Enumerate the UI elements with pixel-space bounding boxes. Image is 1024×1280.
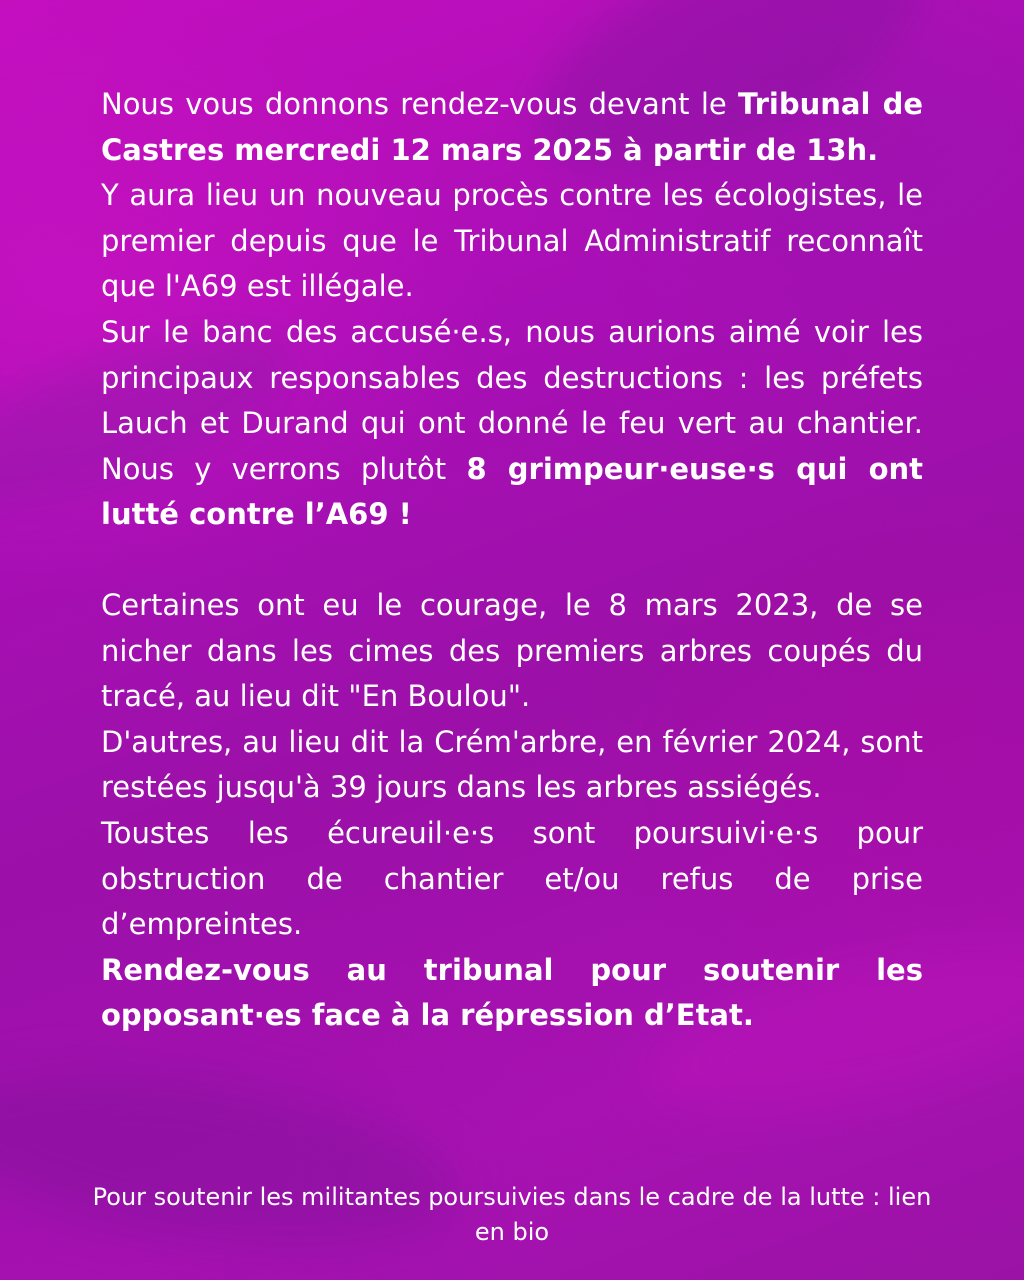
paragraph-cremarbre: D'autres, au lieu dit la Crém'arbre, en février 2024, sont restées jusqu'à 39 jours dans les arbres assiégés. — [101, 724, 923, 805]
paragraph-prosecution: Toustes les écureuil·e·s sont poursuivi·e·s pour obstruction de chantier et/ou refus de prise d’empreintes. — [101, 815, 923, 942]
paragraph-en-boulou: Certaines ont eu le courage, le 8 mars 2023, de se nicher dans les cimes des premiers arbres coupés du tracé, au lieu dit "En Boulou". — [101, 587, 923, 714]
paragraph-call-to-action: Rendez-vous au tribunal pour soutenir les opposant·es face à la répression d’Etat. — [101, 952, 923, 1033]
accused-highlight: 8 grimpeur·euse·s qui ont lutté contre l’A69 ! — [101, 451, 923, 532]
paragraph-accused — [101, 310, 923, 538]
footer-note: Pour soutenir les militantes poursuivies dans le cadre de la lutte : lien en bio — [92, 1183, 932, 1246]
announcement-highlight: Tribunal de Castres mercredi 12 mars 2025 à partir de 13h. — [101, 87, 923, 167]
paragraph-trial: Y aura lieu un nouveau procès contre les écologistes, le premier depuis que le Tribunal Administratif reconnaît que l'A69 est illégale. — [101, 178, 923, 304]
post-body — [101, 82, 923, 1039]
announcement-text: Nous vous donnons rendez-vous devant le — [101, 87, 739, 121]
accused-text: Sur le banc des accusé·e.s, nous aurions aimé voir les principaux responsables des destructions : les préfets Lauch et Durand qui ont donné le feu vert au chantier. Nous y verrons plutôt — [101, 314, 923, 486]
paragraph-spacer — [101, 538, 923, 583]
paragraph-announcement — [101, 82, 923, 173]
